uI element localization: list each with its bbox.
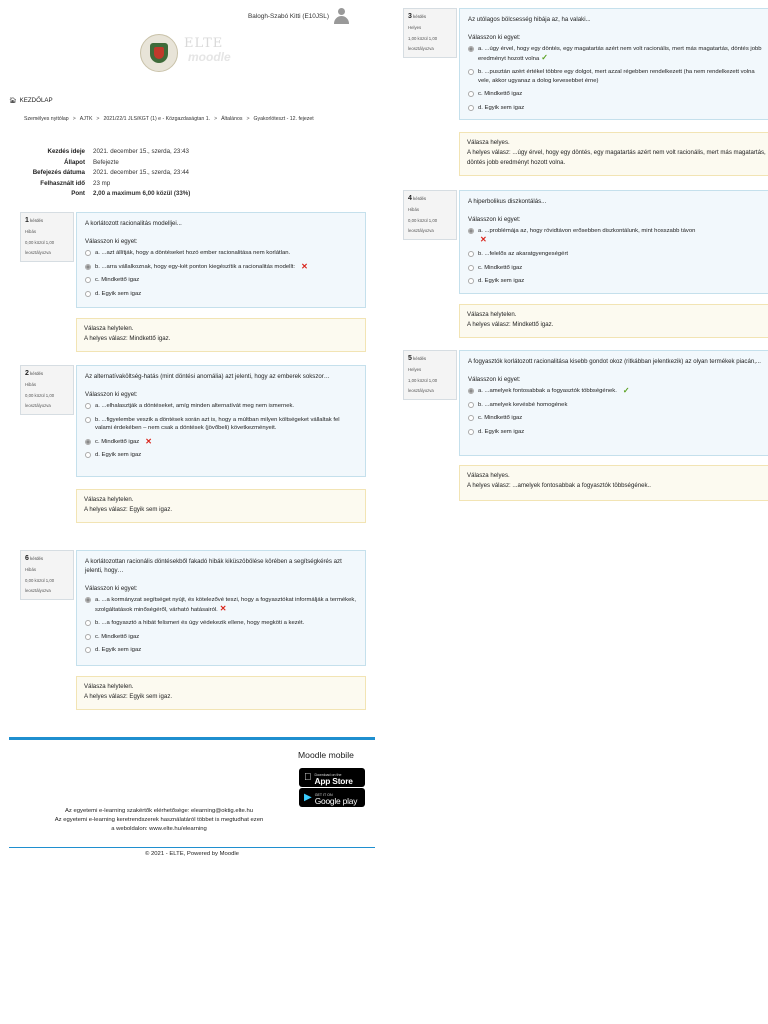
answer-option[interactable]: [468, 414, 768, 423]
radio-button[interactable]: [468, 402, 474, 408]
answer-text: a. ...elhalasztják a döntéseket, amíg minden alternatívát meg nem ismernek.: [95, 403, 295, 409]
summary-value: 2021. december 15., szerda, 23:44: [93, 169, 189, 176]
incorrect-icon: ✕: [480, 234, 487, 244]
incorrect-icon: ✕: [219, 603, 227, 613]
feedback-result: Válasza helytelen.: [84, 325, 134, 332]
answer-option[interactable]: [85, 402, 357, 411]
answer-option[interactable]: [468, 90, 768, 99]
answer-option[interactable]: [85, 619, 357, 628]
question-state: Helyes: [408, 25, 422, 30]
question-form: [76, 550, 366, 666]
google-play-badge[interactable]: [299, 788, 365, 807]
contact-info: [9, 807, 309, 834]
answer-option[interactable]: [468, 250, 768, 259]
question-label: kérdés: [30, 371, 44, 376]
question-graded: leosztályozva: [25, 588, 51, 593]
moodle-mobile-title: Moodle mobile: [298, 750, 354, 760]
home-link[interactable]: [9, 97, 53, 104]
radio-button[interactable]: [468, 69, 474, 75]
answer-option[interactable]: [85, 451, 357, 460]
summary-value: 2021. december 15., szerda, 23:43: [93, 148, 189, 155]
footer-divider: [9, 847, 375, 848]
feedback-result: Válasza helyes.: [467, 139, 510, 146]
question-number: 6: [25, 555, 29, 562]
question-grade: 0,00 közül 1,00: [25, 393, 55, 398]
question-text: Az alternatívaköltség-hatás (mint döntési anomália) azt jelenti, hogy az emberek sokszor…: [85, 373, 330, 380]
user-name: Balogh-Szabó Kitti (E10JSL): [248, 12, 329, 20]
question-form: [459, 190, 768, 294]
answer-option[interactable]: [85, 290, 357, 299]
question-state: Hibás: [408, 207, 419, 212]
feedback-correct-answer: A helyes válasz: ...amelyek fontosabbak a fogyasztók többségének..: [467, 482, 651, 489]
radio-button-selected[interactable]: [85, 439, 91, 445]
answer-option[interactable]: [468, 104, 768, 113]
question-grade: 0,00 közül 1,00: [25, 578, 55, 583]
answer-text: c. Mindkettő igaz: [478, 415, 523, 421]
question-info: [403, 350, 457, 400]
breadcrumb-item[interactable]: 2021/22/1 JLS/KGT (1) e - Közgazdaságtan 1.: [103, 116, 211, 122]
breadcrumb-item[interactable]: Általános: [221, 116, 243, 122]
answer-text: d. Egyik sem igaz: [478, 278, 525, 284]
answer-option[interactable]: [85, 646, 357, 655]
radio-button[interactable]: [85, 620, 91, 626]
breadcrumb: Személyes nyitólap > AJTK > 2021/22/1 JLS/KGT (1) e - Közgazdaságtan 1. > Általános > Gyakorlóteszt - 12. fejezet: [24, 116, 314, 122]
summary-key: Pont: [71, 190, 85, 197]
feedback-correct-answer: A helyes válasz: Egyik sem igaz.: [84, 693, 173, 700]
appstore-big-text: App Store: [307, 775, 346, 786]
answer-option[interactable]: [468, 45, 768, 63]
question-label: kérdés: [413, 356, 427, 361]
summary-value: 2,00 a maximum 6,00 közül (33%): [93, 190, 191, 197]
attempt-summary: [9, 147, 369, 200]
answer-option[interactable]: [468, 387, 768, 396]
answer-text: c. Mindkettő igaz: [95, 438, 140, 445]
question-feedback: [76, 318, 366, 352]
question-number: 2: [25, 370, 29, 377]
question-info: [403, 8, 457, 58]
question-grade: 1,00 közül 1,00: [408, 36, 438, 41]
feedback-correct-answer: A helyes válasz: Egyik sem igaz.: [84, 506, 173, 513]
answer-text: c. Mindkettő igaz: [95, 277, 140, 283]
answer-text: a. ...azt állítják, hogy a döntéseket hozó ember racionalitása nem korlátlan.: [95, 250, 291, 256]
question-label: kérdés: [30, 218, 44, 223]
question-graded: leosztályozva: [408, 228, 434, 233]
answer-text: b. ...amelyek kevésbé homogének: [478, 401, 568, 408]
radio-button[interactable]: [85, 277, 91, 283]
footer-divider: [9, 737, 375, 740]
answer-text: c. Mindkettő igaz: [478, 264, 523, 271]
question-number: 5: [408, 355, 412, 362]
home-icon: 🏠︎: [9, 98, 17, 104]
question-graded: leosztályozva: [408, 46, 434, 51]
radio-button[interactable]: [468, 105, 474, 111]
radio-button-selected[interactable]: [85, 597, 91, 603]
answer-text: d. Egyik sem igaz: [95, 290, 142, 297]
user-avatar-icon: [333, 8, 349, 24]
answer-text: a. ...a kormányzat segítséget nyújt, és kötelezővé teszi, hogy a fogyasztókat informálják a termékek, szolgáltatások minőségéről, várható hatásairól.: [95, 597, 356, 613]
question-grade: 0,00 közül 1,00: [25, 240, 55, 245]
radio-button-selected[interactable]: [468, 388, 474, 394]
answer-text: a. ...amelyek fontosabbak a fogyasztók többségének.: [478, 388, 617, 394]
question-text: A hiperbolikus diszkontálás...: [468, 198, 547, 205]
question-feedback: [76, 676, 366, 710]
question-feedback: [459, 465, 768, 501]
question-label: kérdés: [30, 556, 44, 561]
answer-prompt: Válasszon ki egyet:: [85, 391, 138, 398]
radio-button[interactable]: [468, 429, 474, 435]
answer-option[interactable]: [85, 633, 357, 642]
question-graded: leosztályozva: [25, 403, 51, 408]
radio-button[interactable]: [468, 265, 474, 271]
radio-button[interactable]: [468, 251, 474, 257]
elte-seal-icon: [140, 34, 178, 72]
summary-key: Állapot: [64, 158, 85, 166]
home-label: KEZDŐLAP: [19, 97, 53, 104]
feedback-result: Válasza helytelen.: [467, 311, 517, 318]
radio-button[interactable]: [85, 291, 91, 297]
answer-prompt: Válasszon ki egyet:: [85, 585, 138, 592]
question-state: Hibás: [25, 382, 36, 387]
question-form: [76, 212, 366, 308]
radio-button-selected[interactable]: [468, 228, 474, 234]
gplay-big-text: Google play: [314, 795, 358, 806]
radio-button[interactable]: [85, 250, 91, 256]
answer-text: d. Egyik sem igaz: [95, 647, 142, 653]
question-state: Helyes: [408, 367, 422, 372]
radio-button[interactable]: [85, 647, 91, 653]
question-label: kérdés: [413, 14, 427, 19]
answer-text: c. Mindkettő igaz: [478, 91, 523, 97]
radio-button[interactable]: [85, 417, 91, 423]
answer-option[interactable]: [85, 596, 357, 614]
appstore-small-text: Download on the: [307, 772, 334, 777]
answer-text: a. ...problémája az, hogy rövidtávon erősebben diszkontálunk, mint hosszabb távon: [478, 228, 696, 234]
radio-button[interactable]: [468, 415, 474, 421]
answer-option[interactable]: [468, 264, 768, 273]
answer-option[interactable]: [468, 227, 768, 245]
question-text: Az utólagos bölcsesség hibája az, ha valaki...: [468, 16, 591, 23]
question-number: 1: [25, 217, 29, 224]
answer-prompt: Válasszon ki egyet:: [468, 216, 521, 223]
answer-text: b. ...felelős az akaratgyengeségért: [478, 251, 569, 257]
radio-button-selected[interactable]: [85, 264, 91, 270]
logo-text-elte: ELTE: [184, 36, 224, 51]
question-info: [20, 365, 74, 415]
answer-option[interactable]: [468, 428, 768, 437]
answer-prompt: Válasszon ki egyet:: [85, 238, 138, 245]
copyright: © 2021 - ELTE, Powered by Moodle: [145, 851, 239, 857]
radio-button-selected[interactable]: [468, 46, 474, 52]
summary-key: Kezdés ideje: [47, 148, 85, 155]
summary-key: Felhasznált idő: [40, 179, 85, 187]
correct-icon: ✓: [622, 386, 630, 395]
answer-option[interactable]: [85, 438, 357, 447]
question-feedback: [459, 304, 768, 338]
answer-text: a. ...úgy érvel, hogy egy döntés, egy magatartás azért nem volt racionális, mert más magatartás, döntés jobb eredményt hozott volna: [478, 46, 762, 62]
feedback-result: Válasza helyes.: [467, 472, 510, 479]
question-feedback: [459, 132, 768, 176]
radio-button[interactable]: [468, 278, 474, 284]
answer-option[interactable]: [85, 249, 357, 258]
question-text: A korlátozottan racionális döntésekből fakadó hibák kiküszöbölése körében a segítségkérés azt jelenti, hogy…: [85, 558, 342, 574]
user-menu[interactable]: [248, 8, 349, 24]
answer-text: b. ...a fogyasztó a hibát felismeri és úgy védekezik ellene, hogy megköti a kezét.: [95, 620, 305, 626]
contact-line: Az egyetemi e-learning szakértők elérhetősége: elearning@oktig.elte.hu: [64, 808, 254, 814]
radio-button[interactable]: [468, 91, 474, 97]
answer-text: d. Egyik sem igaz: [95, 452, 142, 458]
summary-key: Befejezés dátuma: [32, 169, 85, 176]
apple-icon: [304, 772, 312, 783]
question-state: Hibás: [25, 567, 36, 572]
feedback-correct-answer: A helyes válasz: Mindkettő igaz.: [467, 321, 554, 328]
answer-text: b. ...arra vállalkoznak, hogy egy-két ponton kiegészítik a racionalitás modellt:: [95, 263, 296, 270]
answer-option[interactable]: [468, 68, 768, 85]
question-form: [76, 365, 366, 477]
question-text: A korlátozott racionalitás modelljei...: [85, 220, 182, 227]
question-info: [403, 190, 457, 240]
answer-text: d. Egyik sem igaz: [478, 428, 525, 435]
google-play-icon: ▶: [304, 792, 312, 803]
answer-option[interactable]: [85, 276, 357, 285]
gplay-small-text: GET IT ON: [314, 792, 333, 797]
answer-option[interactable]: [468, 277, 768, 286]
question-number: 3: [408, 13, 412, 20]
answer-option[interactable]: [85, 416, 357, 433]
feedback-correct-answer: A helyes válasz: ...úgy érvel, hogy egy döntés, egy magatartás azért nem volt racionális, mert más magatartás, döntés jobb eredményt hozott volna.: [467, 149, 766, 166]
answer-text: d. Egyik sem igaz: [478, 104, 525, 111]
feedback-correct-answer: A helyes válasz: Mindkettő igaz.: [84, 335, 171, 342]
incorrect-icon: ✕: [301, 261, 308, 271]
contact-link[interactable]: a weboldalon: www.elte.hu/elearning: [111, 826, 207, 832]
question-feedback: [76, 489, 366, 523]
question-grade: 1,00 közül 1,00: [408, 378, 438, 383]
question-form: [459, 350, 768, 456]
summary-value: 23 mp: [93, 179, 111, 187]
answer-option[interactable]: [468, 401, 768, 410]
question-form: [459, 8, 768, 120]
contact-line: Az egyetemi e-learning keretrendszerek használatáról többet is megtudhat ezen: [54, 817, 264, 823]
answer-prompt: Válasszon ki egyet:: [468, 34, 521, 41]
radio-button[interactable]: [85, 403, 91, 409]
question-label: kérdés: [413, 196, 427, 201]
summary-value: Befejezte: [93, 158, 119, 166]
app-store-badge[interactable]: [299, 768, 365, 787]
answer-option[interactable]: [85, 263, 357, 272]
breadcrumb-item[interactable]: Gyakorlóteszt - 12. fejezet: [253, 116, 314, 122]
feedback-result: Válasza helytelen.: [84, 496, 134, 503]
answer-text: b. ...figyelembe veszik a döntések során azt is, hogy a múltban milyen költségeket vállaltak fel valami érdekében – nem csak a döntések (jövőbeli) következményeit.: [95, 416, 340, 431]
question-grade: 0,00 közül 1,00: [408, 218, 438, 223]
question-info: [20, 212, 74, 262]
question-graded: leosztályozva: [25, 250, 51, 255]
question-text: A fogyasztók korlátozott racionalitása kisebb gondot okoz (ritkábban jelentkezik) az olyan termékek piacán,...: [468, 358, 761, 365]
radio-button[interactable]: [85, 634, 91, 640]
answer-text: c. Mindkettő igaz: [95, 633, 140, 640]
question-graded: leosztályozva: [408, 388, 434, 393]
answer-prompt: Válasszon ki egyet:: [468, 376, 521, 383]
feedback-result: Válasza helytelen.: [84, 683, 134, 690]
breadcrumb-item[interactable]: AJTK: [79, 116, 93, 122]
question-info: [20, 550, 74, 600]
logo-text-moodle: moodle: [188, 50, 231, 64]
correct-icon: ✓: [541, 52, 548, 62]
radio-button[interactable]: [85, 452, 91, 458]
breadcrumb-item[interactable]: Személyes nyitólap: [24, 116, 69, 122]
question-state: Hibás: [25, 229, 36, 234]
answer-text: b. ...pusztán azért értékel többre egy dolgot, mert azzal régebben rendelkezett (ha nem rendelkezett volna vele, akkor ugyanaz a dolog kevesebbet érne): [478, 69, 755, 84]
site-logo[interactable]: [140, 32, 250, 74]
incorrect-icon: ✕: [145, 436, 152, 446]
question-number: 4: [408, 195, 412, 202]
